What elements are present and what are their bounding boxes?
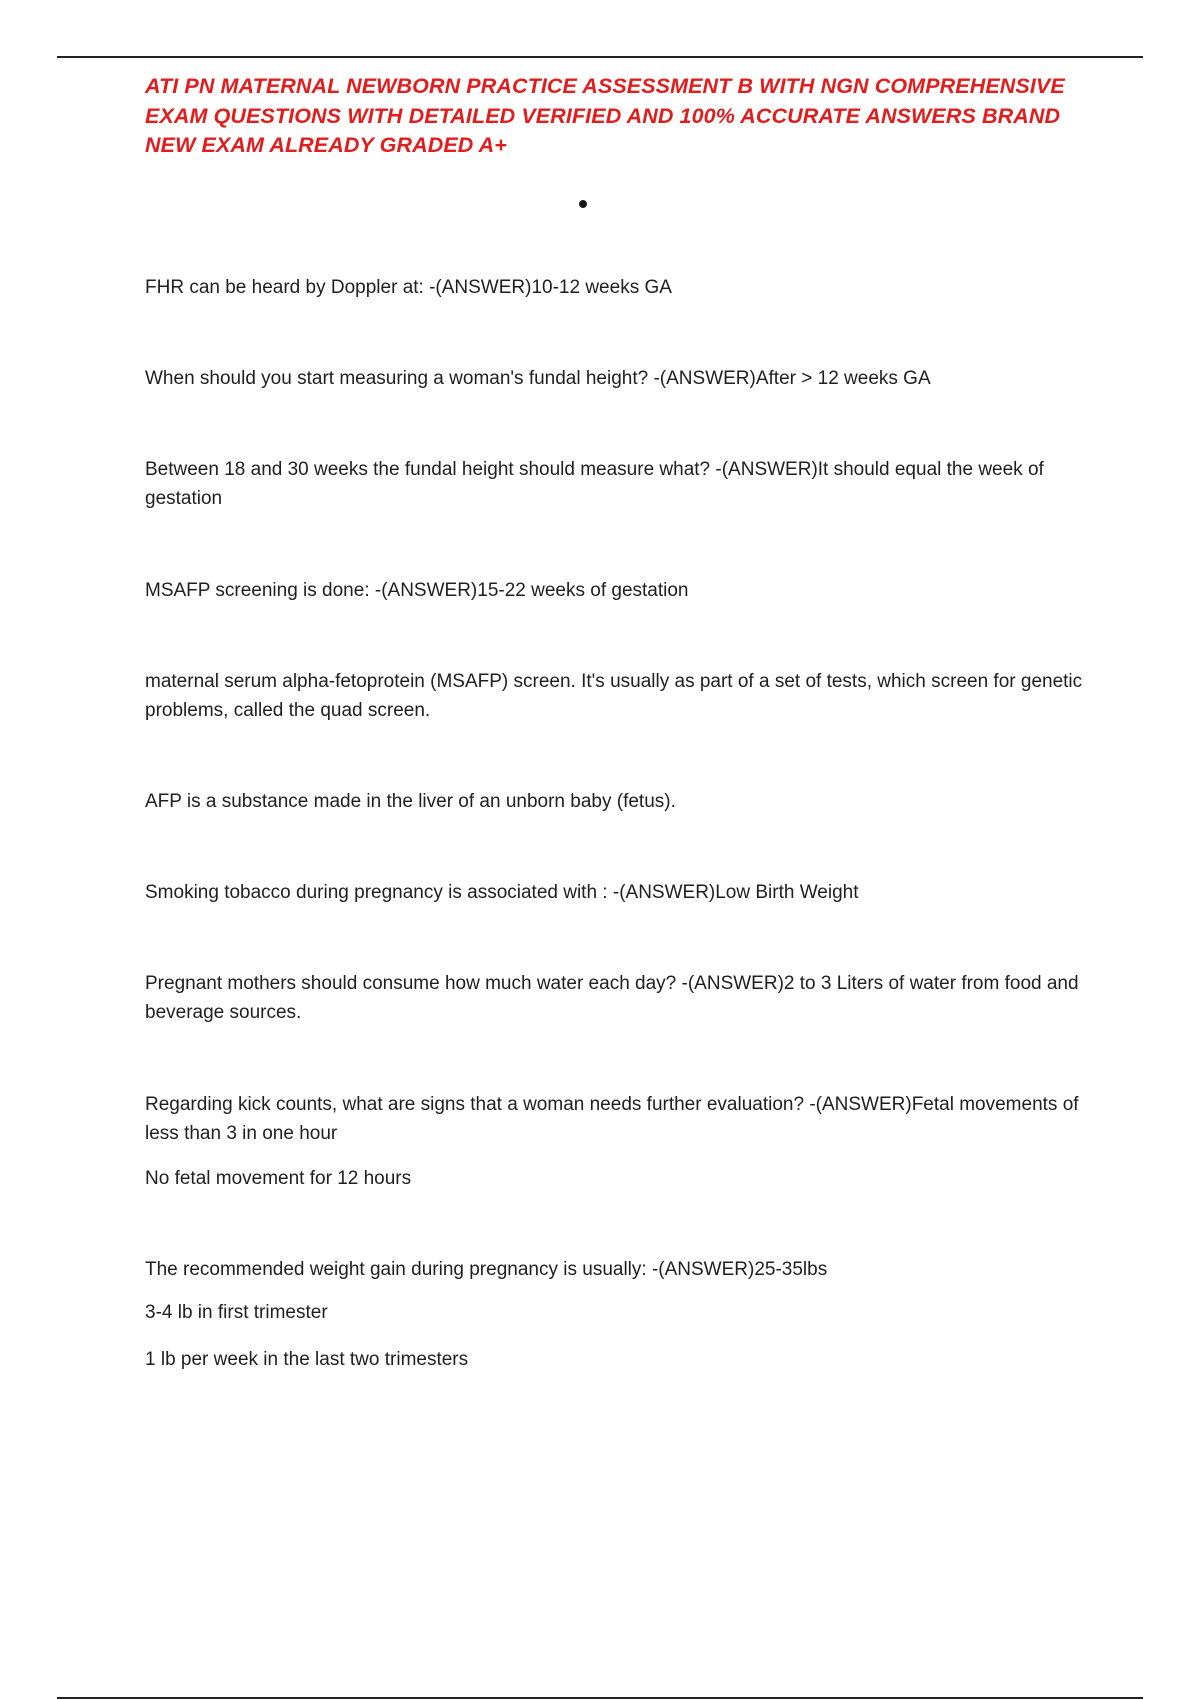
bullet-point xyxy=(579,200,587,208)
top-rule xyxy=(57,56,1143,58)
document-title: ATI PN MATERNAL NEWBORN PRACTICE ASSESSMENT B WITH NGN COMPREHENSIVE EXAM QUESTIONS WITH DETAILED VERIFIED AND 100% ACCURATE ANSWERS BRAND NEW EXAM ALREADY GRADED A+ xyxy=(145,74,1065,157)
paragraph-last-trimesters: 1 lb per week in the last two trimesters xyxy=(145,1349,469,1370)
paragraph-smoking: Smoking tobacco during pregnancy is associated with : -(ANSWER)Low Birth Weight xyxy=(145,882,859,903)
paragraph-first-trimester: 3-4 lb in first trimester xyxy=(145,1302,328,1323)
paragraph-msafp-timing: MSAFP screening is done: -(ANSWER)15-22 weeks of gestation xyxy=(145,580,689,601)
paragraph-fundal-height-start: When should you start measuring a woman's fundal height? -(ANSWER)After > 12 weeks GA xyxy=(145,368,931,389)
bottom-rule xyxy=(57,1697,1143,1699)
paragraph-water-intake: Pregnant mothers should consume how much water each day? -(ANSWER)2 to 3 Liters of water from food and beverage sources. xyxy=(145,973,1079,1023)
paragraph-fundal-height-measure: Between 18 and 30 weeks the fundal height should measure what? -(ANSWER)It should equal the week of gestation xyxy=(145,459,1044,509)
paragraph-afp-definition: AFP is a substance made in the liver of an unborn baby (fetus). xyxy=(145,791,676,812)
paragraph-fhr-doppler: FHR can be heard by Doppler at: -(ANSWER)10-12 weeks GA xyxy=(145,277,672,298)
paragraph-kick-counts: Regarding kick counts, what are signs that a woman needs further evaluation? -(ANSWER)Fetal movements of less than 3 in one hour xyxy=(145,1094,1079,1144)
paragraph-weight-gain: The recommended weight gain during pregnancy is usually: -(ANSWER)25-35lbs xyxy=(145,1259,828,1280)
paragraph-no-fetal-movement: No fetal movement for 12 hours xyxy=(145,1168,412,1189)
paragraph-msafp-description: maternal serum alpha-fetoprotein (MSAFP) screen. It's usually as part of a set of tests, which screen for genetic problems, called the quad screen. xyxy=(145,671,1083,721)
